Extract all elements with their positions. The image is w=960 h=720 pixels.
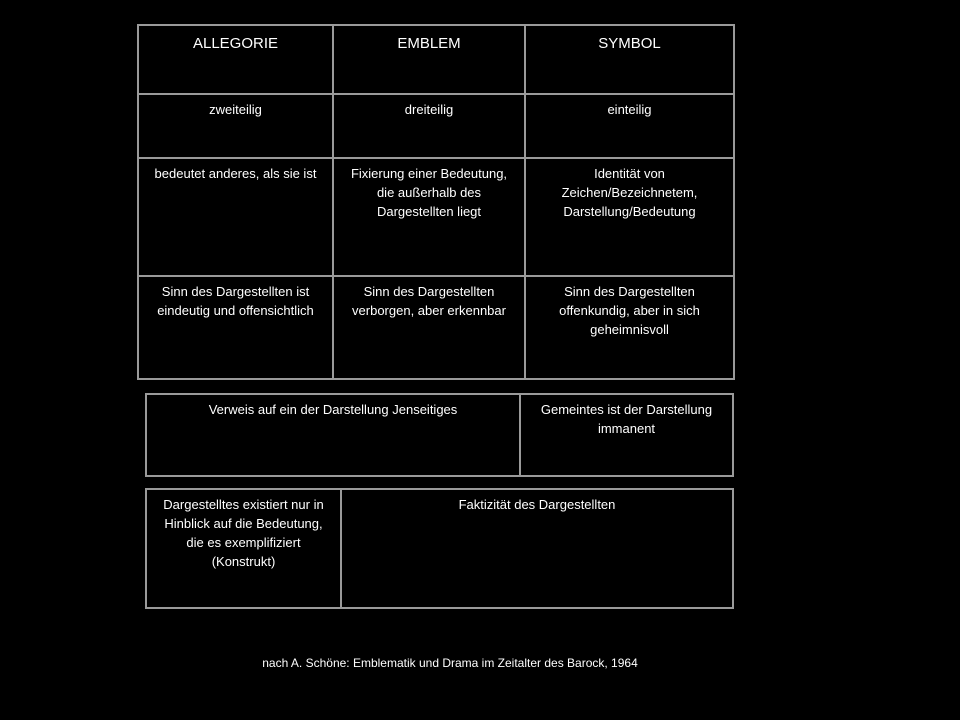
header-allegorie: ALLEGORIE	[138, 25, 333, 94]
table-cell: Verweis auf ein der Darstellung Jenseitiges	[146, 394, 520, 476]
table-row	[138, 158, 734, 276]
reference-table	[145, 393, 734, 477]
table-cell: Sinn des Dargestellten ist eindeutig und offensichtlich	[138, 276, 333, 379]
table-cell: Faktizität des Dargestellten	[341, 489, 733, 608]
header-symbol: SYMBOL	[525, 25, 734, 94]
table-cell: Gemeintes ist der Darstellung immanent	[520, 394, 733, 476]
facticity-table	[145, 488, 734, 609]
table-row	[138, 276, 734, 379]
table-row	[138, 94, 734, 158]
comparison-table	[137, 24, 735, 380]
table-cell: Dargestelltes existiert nur in Hinblick auf die Bedeutung, die es exemplifiziert (Konstrukt)	[146, 489, 341, 608]
table-cell: einteilig	[525, 94, 734, 158]
table-cell: dreiteilig	[333, 94, 525, 158]
table-cell: Sinn des Dargestellten offenkundig, aber in sich geheimnisvoll	[525, 276, 734, 379]
header-emblem: EMBLEM	[333, 25, 525, 94]
table-cell: Identität von Zeichen/Bezeichnetem, Darstellung/Bedeutung	[525, 158, 734, 276]
table-cell: zweiteilig	[138, 94, 333, 158]
table-cell: Fixierung einer Bedeutung, die außerhalb des Dargestellten liegt	[333, 158, 525, 276]
source-note: nach A. Schöne: Emblematik und Drama im Zeitalter des Barock, 1964	[262, 656, 638, 670]
header-row	[138, 25, 734, 94]
table-row	[146, 394, 733, 476]
table-cell: bedeutet anderes, als sie ist	[138, 158, 333, 276]
table-cell: Sinn des Dargestellten verborgen, aber erkennbar	[333, 276, 525, 379]
table-row	[146, 489, 733, 608]
